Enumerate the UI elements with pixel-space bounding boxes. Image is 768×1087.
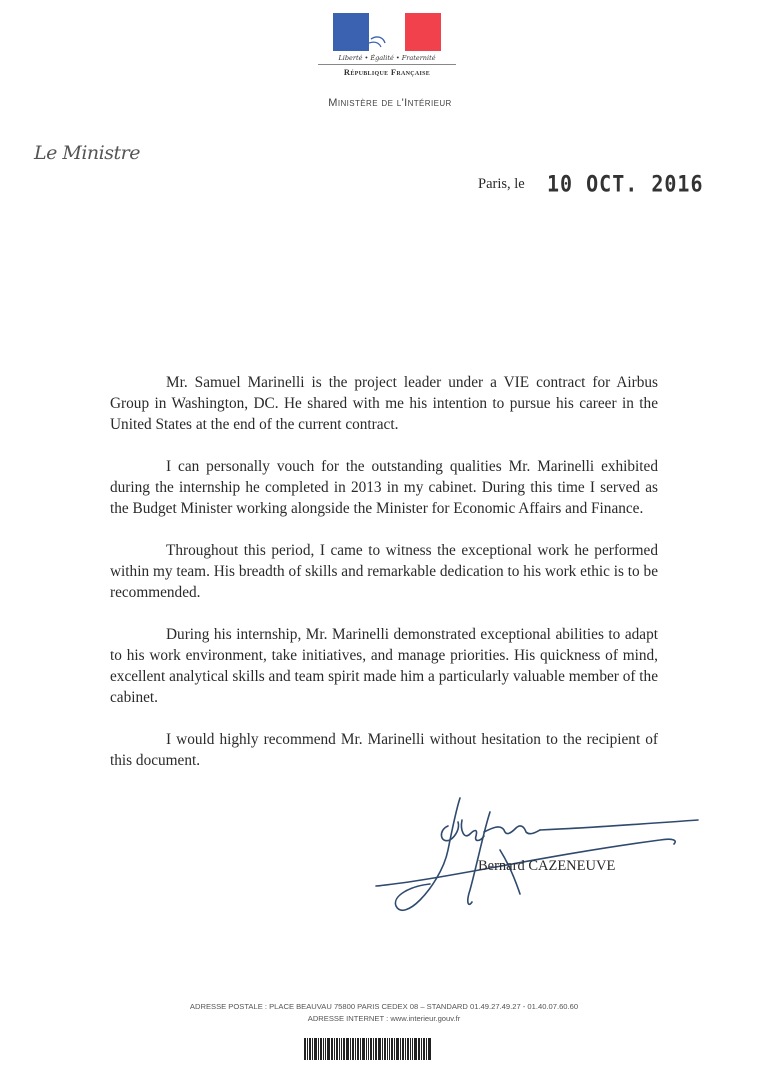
ministry-name: Ministère de l'Intérieur xyxy=(328,97,452,109)
republic-name: République Française xyxy=(318,64,456,77)
handwritten-signature-icon xyxy=(360,790,700,920)
paragraph-1: Mr. Samuel Marinelli is the project leader under a VIE contract for Airbus Group in Washington, DC. He shared with me his intention to pursue his career in the United States at the end of the current contract. xyxy=(110,374,658,433)
flag-white-band xyxy=(369,13,405,51)
paragraph-2: I can personally vouch for the outstanding qualities Mr. Marinelli exhibited during the internship he completed in 2013 in my cabinet. During this time I served as the Budget Minister working alongside the Minister for Economic Affairs and Finance. xyxy=(110,458,658,517)
date-stamp: 10 OCT. 2016 xyxy=(547,170,704,198)
sender-title: Le Ministre xyxy=(34,142,140,164)
flag-red-band xyxy=(405,13,441,51)
internet-address: ADRESSE INTERNET : www.interieur.gouv.fr xyxy=(307,1014,461,1023)
paragraph-5: I would highly recommend Mr. Marinelli without hesitation to the recipient of this document. xyxy=(110,731,658,769)
date-label: Paris, le xyxy=(478,176,525,192)
marianne-profile-icon xyxy=(369,13,405,51)
paragraph-3: Throughout this period, I came to witness the exceptional work he performed within my team. His breadth of skills and remarkable dedication to his work ethic is to be recommended. xyxy=(110,542,658,601)
signer-name: Bernard CAZENEUVE xyxy=(478,858,616,874)
postal-address: ADRESSE POSTALE : PLACE BEAUVAU 75800 PARIS CEDEX 08 – STANDARD 01.49.27.49.27 - 01.40.07.60.60 xyxy=(189,1002,579,1011)
republic-motto: Liberté • Égalité • Fraternité xyxy=(338,54,436,62)
marianne-logo-icon xyxy=(333,13,441,51)
barcode-icon xyxy=(304,1038,460,1060)
paragraph-4: During his internship, Mr. Marinelli demonstrated exceptional abilities to adapt to his work environment, take initiatives, and manage priorities. His quickness of mind, excellent analytical skills and team spirit made him a particularly valuable member of the cabinet. xyxy=(110,626,658,706)
letter-body xyxy=(110,372,658,792)
flag-blue-band xyxy=(333,13,369,51)
footer-address xyxy=(100,1001,668,1025)
